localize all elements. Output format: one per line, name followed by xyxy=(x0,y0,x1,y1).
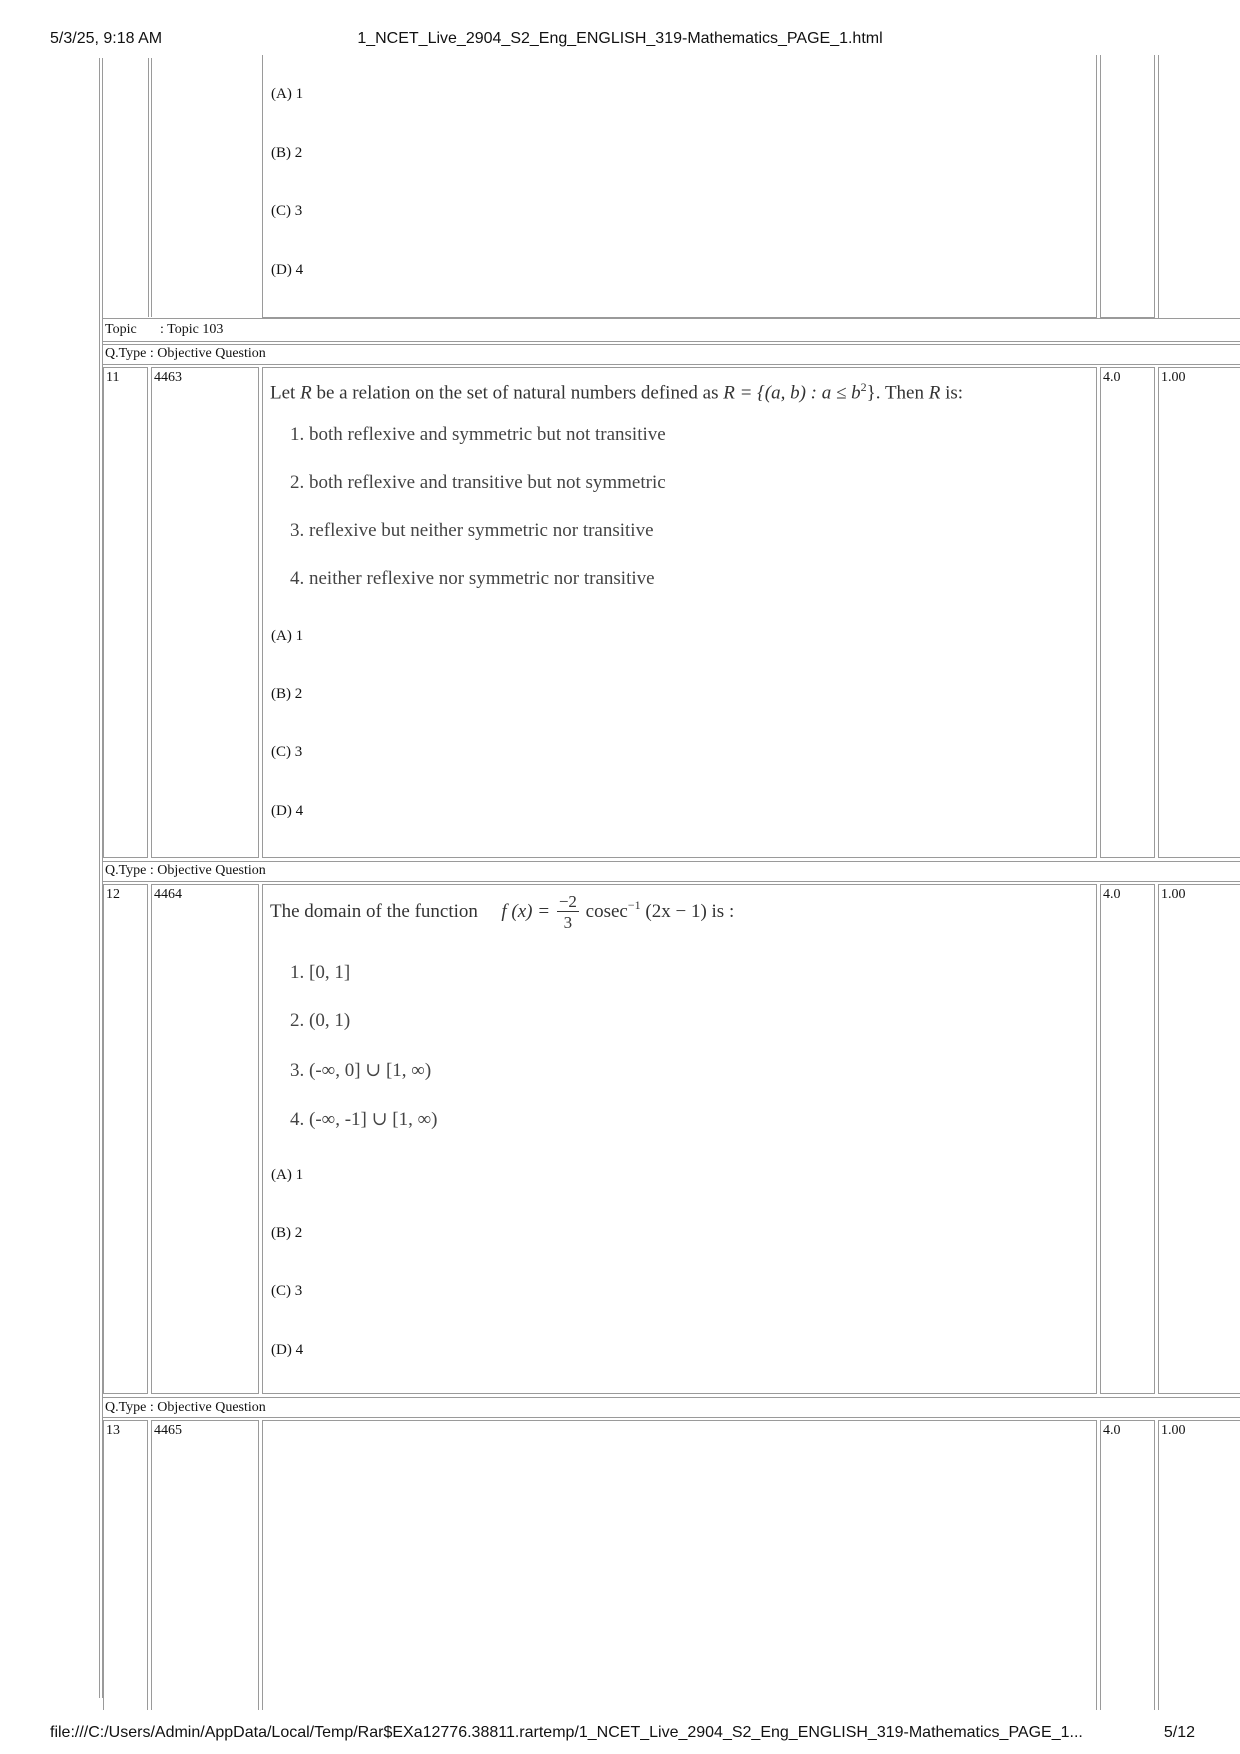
option-d: (D) 4 xyxy=(271,1342,304,1358)
choice-4: 4. (-∞, -1] ∪ [1, ∞) xyxy=(290,1109,438,1130)
choice-2: 2. (0, 1) xyxy=(290,1010,351,1031)
print-footer xyxy=(0,1724,1240,1746)
question-negative-marks: 1.00 xyxy=(1161,887,1186,902)
option-a: (A) 1 xyxy=(271,628,304,644)
qtype-label: Q.Type : Objective Question xyxy=(105,346,266,361)
option-c: (C) 3 xyxy=(271,203,303,219)
option-b: (B) 2 xyxy=(271,686,303,702)
choice-1: 1. [0, 1] xyxy=(290,962,351,983)
question-marks: 4.0 xyxy=(1103,1423,1121,1438)
question-id: 4463 xyxy=(154,370,182,385)
question-marks: 4.0 xyxy=(1103,887,1121,902)
print-file-path: file:///C:/Users/Admin/AppData/Local/Temp/Rar$EXa12776.38811.rartemp/1_NCET_Live_2904_S2_Eng_ENGLISH_319-Mathematics_PAGE_1... xyxy=(50,1724,1083,1741)
question-number: 12 xyxy=(106,887,120,902)
choice-1: 1. both reflexive and symmetric but not transitive xyxy=(290,424,666,445)
option-d: (D) 4 xyxy=(271,803,304,819)
print-page-number: 5/12 xyxy=(1163,1724,1195,1741)
topic-value: : Topic 103 xyxy=(160,322,224,337)
question-negative-marks: 1.00 xyxy=(1161,370,1186,385)
topic-label: Topic xyxy=(105,322,137,337)
option-a: (A) 1 xyxy=(271,1167,304,1183)
choice-2: 2. both reflexive and transitive but not symmetric xyxy=(290,472,666,493)
question-text: The domain of the function f (x) = $\frac{-2}{3}$ cosec$^{-1}$ (2x − 1) is : xyxy=(270,892,735,932)
question-text: Let R be a relation on the set of natural numbers defined as R = {(a, b) : $a \le b^2$}. Then R is: xyxy=(270,380,964,404)
option-a: (A) 1 xyxy=(271,86,304,102)
qtype-label: Q.Type : Objective Question xyxy=(105,1400,266,1415)
choice-3: 3. reflexive but neither symmetric nor transitive xyxy=(290,520,654,541)
fraction: $\frac{-2}{3}$ xyxy=(558,892,577,932)
choice-3: 3. (-∞, 0] ∪ [1, ∞) xyxy=(290,1060,432,1081)
question-number: 11 xyxy=(106,370,120,385)
option-c: (C) 3 xyxy=(271,1283,303,1299)
print-datetime: 5/3/25, 9:18 AM xyxy=(50,30,163,47)
option-b: (B) 2 xyxy=(271,145,303,161)
question-negative-marks: 1.00 xyxy=(1161,1423,1186,1438)
question-marks: 4.0 xyxy=(1103,370,1121,385)
choice-4: 4. neither reflexive nor symmetric nor transitive xyxy=(290,568,655,589)
question-id: 4464 xyxy=(154,887,182,902)
question-id: 4465 xyxy=(154,1423,182,1438)
question-number: 13 xyxy=(106,1423,120,1438)
option-c: (C) 3 xyxy=(271,744,303,760)
option-b: (B) 2 xyxy=(271,1225,303,1241)
option-d: (D) 4 xyxy=(271,262,304,278)
print-doc-title: 1_NCET_Live_2904_S2_Eng_ENGLISH_319-Mathematics_PAGE_1.html xyxy=(357,30,883,47)
qtype-label: Q.Type : Objective Question xyxy=(105,863,266,878)
